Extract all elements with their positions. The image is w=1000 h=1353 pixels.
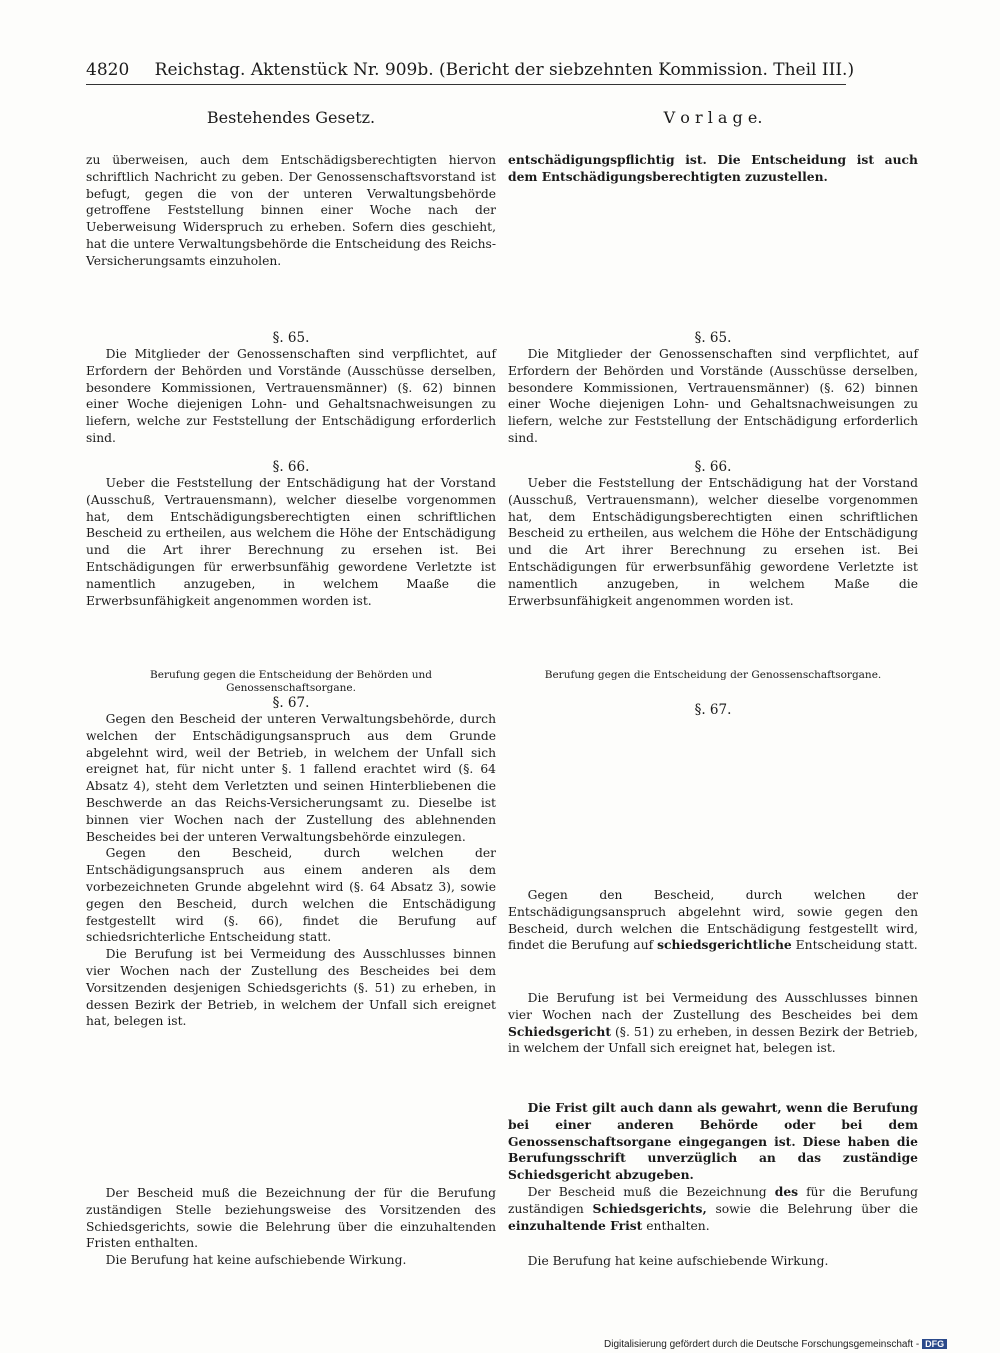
running-title: Reichstag. Aktenstück Nr. 909b. (Bericht der siebzehnten Kommission. Theil III.) (154, 60, 855, 80)
right-intro (508, 152, 918, 186)
left-intro (86, 152, 496, 270)
left-s65-title: §. 65. (272, 330, 310, 346)
left-s67-title: §. 67. (272, 695, 310, 711)
credit-text: Digitalisierung gefördert durch die Deutsche Forschungsgemeinschaft - (604, 1339, 920, 1350)
left-s67-p2: Gegen den Bescheid, durch welchen der Entschädigungsanspruch aus einem anderen als dem vorbezeichneten Grunde abgelehnt wird (§. 64 Absatz 3), sowie gegen den Bescheid, durch welchen die Entschädigung festgestellt wird (§. 66), findet die Berufung auf schiedsrichterliche Entscheidung statt. (86, 846, 496, 945)
right-section-67-p2 (508, 990, 918, 1057)
right-column-heading: V o r l a g e. (663, 108, 763, 127)
right-section-67-head (508, 669, 918, 718)
right-intro-text: entschädigungspflichtig ist. Die Entscheidung ist auch dem Entschädigungsberechtigten zuzustellen. (508, 152, 918, 184)
right-s67-p4-g: enthalten. (642, 1218, 710, 1233)
left-s66-text: Ueber die Feststellung der Entschädigung hat der Vorstand (Ausschuß, Vertrauensmann), welcher dieselbe vorgenommen hat, dem Entschädigungsberechtigten einen schriftlichen Bescheid zu ertheilen, aus welchem die Höhe der Entschädigung und die Art ihrer Berechnung zu ersehen ist. Bei Entschädigungen für erwerbsunfähig gewordene Verletzte ist namentlich anzugeben, in welchem Maaße die Erwerbsunfähigkeit angenommen worden ist. (86, 476, 496, 608)
right-s67-p4-b: des (774, 1183, 799, 1199)
left-section-67 (86, 669, 496, 1030)
right-s67-p4-e: sowie die Belehrung über die (706, 1201, 918, 1216)
right-section-65 (508, 330, 918, 447)
right-s67-p4-a: Der Bescheid muß die Bezeichnung (527, 1184, 775, 1199)
right-s67-p3: Die Frist gilt auch dann als gewahrt, wenn die Berufung bei einer anderen Behörde oder bei dem Genossenschaftsorgane eingegangen ist. Diese haben die Berufungsschrift unverzüglich an das zuständige Schiedsgericht abzugeben. (508, 1100, 918, 1183)
right-s66-text: Ueber die Feststellung der Entschädigung hat der Vorstand (Ausschuß, Vertrauensmann), welcher dieselbe vorgenommen hat, dem Entschädigungsberechtigten einen schriftlichen Bescheid zu ertheilen, aus welchem die Höhe der Entschädigung und die Art ihrer Berechnung zu ersehen ist. Bei Entschädigungen für erwerbsunfähig gewordene Verletzte ist namentlich anzugeben, in welchem Maße die Erwerbsunfähigkeit angenommen worden ist. (508, 476, 918, 608)
right-s67-p1-a: Gegen den Bescheid, durch welchen der Entschädigungsanspruch abgelehnt wird, sowie gegen den Bescheid, durch welchen die Entschädigung festgestellt wird, findet die Berufung auf (508, 888, 918, 953)
running-header (86, 60, 855, 85)
left-section-67-end (86, 1185, 496, 1269)
right-s65-text: Die Mitglieder der Genossenschaften sind verpflichtet, auf Erfordern der Behörden und Vorstände (Ausschüsse derselben, besondere Kommissionen, Vertrauensmänner) (§. 62) binnen einer Woche diejenigen Lohn- und Gehaltsnachweisungen zu liefern, welche zur Feststellung der Entschädigung erforderlich sind. (508, 347, 918, 445)
right-s65-title: §. 65. (694, 330, 732, 346)
right-s67-title: §. 67. (694, 702, 732, 718)
left-s67-p4: Der Bescheid muß die Bezeichnung der für die Berufung zuständigen Stelle beziehungsweise des Vorsitzenden des Schiedsgerichts, sowie die Belehrung über die einzuhaltenden Fristen enthalten. (86, 1186, 496, 1251)
left-section-65 (86, 330, 496, 447)
left-s67-p5: Die Berufung hat keine aufschiebende Wirkung. (105, 1253, 407, 1268)
left-column-heading: Bestehendes Gesetz. (206, 108, 376, 127)
left-section-66 (86, 459, 496, 609)
right-s67-p4 (508, 1184, 918, 1234)
page-number: 4820 (86, 60, 130, 80)
dfg-logo: DFG (922, 1339, 947, 1349)
right-s67-p4-f: einzuhaltende Frist (508, 1217, 643, 1233)
right-section-67-p3 (508, 1100, 918, 1234)
right-s67-p2-c: (§. 51) zu erheben, in dessen Bezirk der Betrieb, in welchem der Unfall sich ereignet hat, belegen ist. (508, 1024, 918, 1056)
left-intro-text: zu überweisen, auch dem Entschädigsberechtigten hiervon schriftlich Nachricht zu geben. Der Genossenschaftsvorstand ist befugt, gegen die von der unteren Verwaltungsbehörde getroffene Feststellung binnen einer Woche nach der Ueberweisung Widerspruch zu erheben. Sofern dies geschieht, hat die untere Verwaltungsbehörde die Entscheidung des Reichs-Versicherungsamts einzuholen. (86, 153, 496, 268)
right-s67-p2-a: Die Berufung ist bei Vermeidung des Ausschlusses binnen vier Wochen nach der Zustellung des Bescheides bei dem (508, 991, 918, 1022)
left-subheading: Berufung gegen die Entscheidung der Behörden und Genossenschaftsorgane. (150, 669, 432, 694)
right-s67-p1 (508, 887, 918, 954)
right-s67-p1-b: schiedsgerichtliche (657, 937, 792, 953)
left-s67-p3: Die Berufung ist bei Vermeidung des Ausschlusses binnen vier Wochen nach der Zustellung des Bescheides bei dem Vorsitzenden desjenigen Schiedsgerichts (§. 51) zu erheben, in dessen Bezirk der Betrieb, in welchem der Unfall sich ereignet hat, belegen ist. (86, 947, 496, 1029)
digitization-credit (604, 1339, 947, 1350)
left-s66-title: §. 66. (272, 459, 310, 475)
right-s67-p1-c: Entscheidung statt. (791, 938, 918, 953)
right-s67-p4-d: Schiedsgerichts, (592, 1200, 707, 1216)
right-s66-title: §. 66. (694, 459, 732, 475)
left-s65-text: Die Mitglieder der Genossenschaften sind verpflichtet, auf Erfordern der Behörden und Vorstände (Ausschüsse derselben, besondere Kommissionen, Vertrauensmänner) (§. 62) binnen einer Woche diejenigen Lohn- und Gehaltsnachweisungen zu liefern, welche zur Feststellung der Entschädigung erforderlich sind. (86, 347, 496, 445)
right-s67-p5: Die Berufung hat keine aufschiebende Wirkung. (527, 1254, 829, 1268)
left-s67-p1: Gegen den Bescheid der unteren Verwaltungsbehörde, durch welchen der Entschädigungsanspruch aus dem Grunde abgelehnt wird, weil der Betrieb, in welchem der Unfall sich ereignet hat, für nicht unter §. 1 fallend erachtet wird (§. 64 Absatz 4), steht dem Verletzten und seinen Hinterbliebenen die Beschwerde an das Reichs-Versicherungsamt zu. Dieselbe ist binnen vier Wochen nach der Zustellung des ablehnenden Bescheides bei der unteren Verwaltungsbehörde einzulegen. (86, 712, 496, 844)
right-subheading: Berufung gegen die Entscheidung der Genossenschaftsorgane. (544, 669, 882, 681)
right-section-66 (508, 459, 918, 609)
right-section-67-body (508, 887, 918, 954)
right-s67-p2 (508, 990, 918, 1057)
right-s67-p2-b: Schiedsgericht (508, 1023, 612, 1039)
right-s67-p4-c: für die Berufung zuständigen (508, 1184, 918, 1216)
right-section-67-end (508, 1253, 918, 1270)
